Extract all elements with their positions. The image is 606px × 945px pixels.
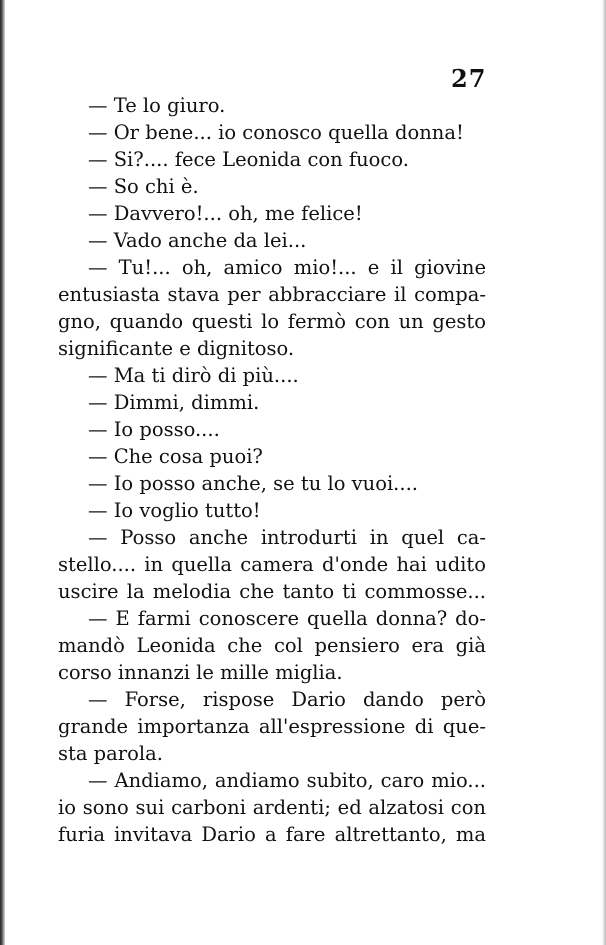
text-line: mandò Leonida che col pensiero era già: [58, 634, 486, 657]
text-line: — Ma ti dirò di più....: [88, 364, 299, 387]
text-line: — E farmi conoscere quella donna? do-: [88, 607, 486, 630]
text-line: stello.... in quella camera d'onde hai udito: [58, 553, 486, 576]
text-line: entusiasta stava per abbracciare il compa-: [58, 283, 486, 306]
text-line: — Posso anche introdurti in quel ca-: [88, 526, 486, 549]
text-line: — Io posso....: [88, 418, 220, 441]
page-left-edge: [0, 0, 5, 945]
text-line: — Davvero!... oh, me felice!: [88, 202, 363, 225]
text-line: — Io posso anche, se tu lo vuoi....: [88, 472, 418, 495]
page-number: 27: [451, 64, 487, 93]
text-line: — Che cosa puoi?: [88, 445, 263, 468]
text-line: — Io voglio tutto!: [88, 499, 261, 522]
text-line: — Vado anche da lei...: [88, 229, 307, 252]
page-right-edge: [602, 0, 606, 945]
text-line: — Andiamo, andiamo subito, caro mio...: [88, 769, 486, 792]
body-text: [58, 92, 486, 848]
text-line: sta parola.: [58, 742, 163, 765]
text-line: — Forse, rispose Dario dando però: [88, 688, 486, 711]
text-line: — Or bene... io conosco quella donna!: [88, 121, 464, 144]
text-line: — So chi è.: [88, 175, 199, 198]
text-line: — Dimmi, dimmi.: [88, 391, 260, 414]
text-line: gno, quando questi lo fermò con un gesto: [58, 310, 486, 333]
text-line: — Si?.... fece Leonida con fuoco.: [88, 148, 409, 171]
text-line: — Tu!... oh, amico mio!... e il giovine: [88, 256, 486, 279]
text-line: io sono sui carboni ardenti; ed alzatosi con: [58, 796, 486, 819]
text-line: grande importanza all'espressione di que-: [58, 715, 486, 738]
text-line: corso innanzi le mille miglia.: [58, 661, 343, 684]
text-line: significante e dignitoso.: [58, 337, 295, 360]
text-line: — Te lo giuro.: [88, 94, 226, 117]
text-line: furia invitava Dario a fare altrettanto, ma: [58, 823, 486, 846]
text-line: uscire la melodia che tanto ti commosse...: [58, 580, 486, 603]
